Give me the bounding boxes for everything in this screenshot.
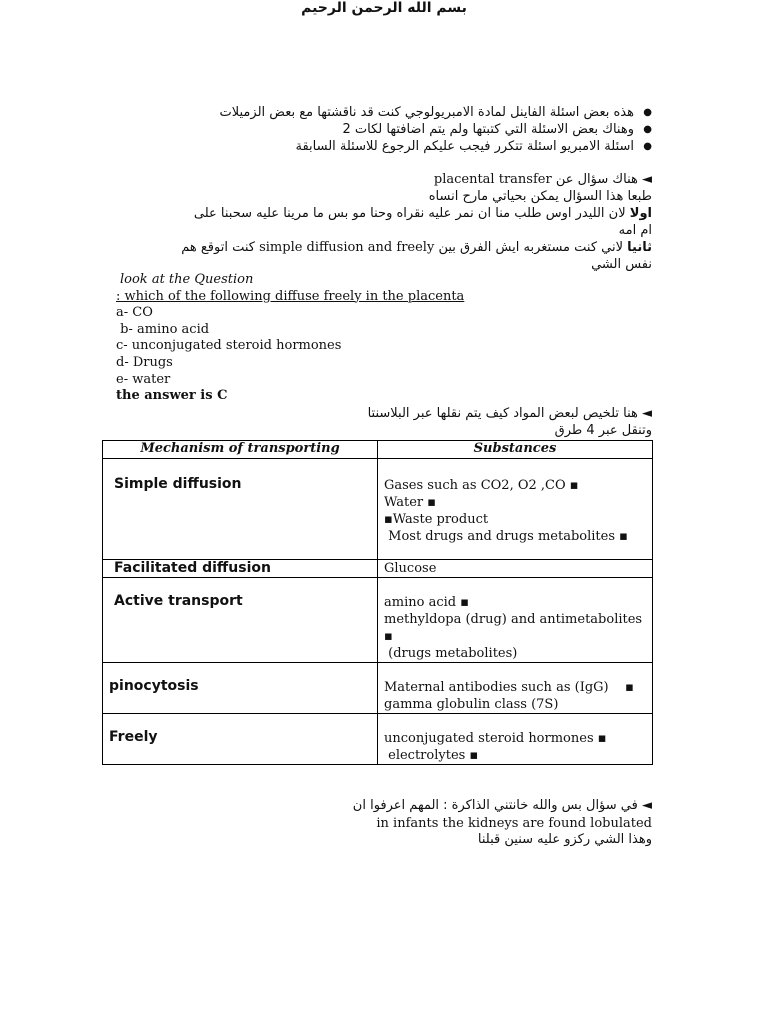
list-item: ● هذه بعض اسئلة الفاينل لمادة الامبريولوجي كنت قد ناقشتها مع بعض الزميلات: [220, 104, 652, 121]
section2-heading: ◄ هنا تلخيص لبعض المواد كيف يتم نقلها عبر البلاسنتا: [367, 406, 652, 421]
section3-line3: وهذا الشي ركزو عليه سنين قبلنا: [477, 832, 652, 847]
mechanism-cell: pinocytosis: [103, 663, 378, 714]
section3-heading: ◄ في سؤال بس والله خانتني الذاكرة : المهم اعرفوا ان: [352, 798, 652, 813]
arrow-icon: ◄: [642, 406, 652, 421]
transport-table: [102, 440, 653, 765]
list-item: ● اسئلة الامبريو اسئلة تتكرر فيجب عليكم الرجوع للاسئلة السابقة: [220, 138, 652, 155]
option-d: d- Drugs: [116, 354, 173, 370]
document-title: بسم الله الرحمن الرحيم: [301, 0, 467, 16]
question-stem: : which of the following diffuse freely in the placenta: [116, 288, 465, 304]
section2-line2: وتنقل عبر 4 طرق: [554, 423, 652, 438]
mechanism-cell: Freely: [103, 714, 378, 765]
section1-line5: ثانيا لاني كنت مستغربه ايش الفرق بين simple diffusion and freely كنت اتوقع هم: [181, 240, 652, 255]
header-substances: Substances: [378, 441, 653, 459]
intro-bullet-list: [220, 104, 652, 155]
table-header-row: [103, 441, 653, 459]
arrow-icon: ◄: [642, 798, 652, 813]
table-row: [103, 459, 653, 560]
section1-line4: ام امه: [618, 223, 652, 238]
substances-cell: amino acid ▪ methyldopa (drug) and antimetabolites ▪ (drugs metabolites): [378, 578, 653, 663]
table-row: [103, 578, 653, 663]
section1-heading: ◄ هناك سؤال عن placental transfer: [433, 172, 652, 187]
table-row: [103, 560, 653, 578]
substances-cell: Glucose: [378, 560, 653, 578]
section3-line2: in infants the kidneys are found lobulated: [376, 816, 652, 831]
question-block: [116, 272, 676, 405]
option-c: c- unconjugated steroid hormones: [116, 338, 342, 354]
substances-cell: Maternal antibodies such as (IgG) ▪ gamma globulin class (7S): [378, 663, 653, 714]
answer: the answer is C: [116, 388, 228, 404]
option-a: a- CO: [116, 305, 153, 321]
mechanism-cell: Active transport: [103, 578, 378, 663]
table-row: [103, 663, 653, 714]
mechanism-cell: Facilitated diffusion: [103, 560, 378, 578]
section1-line3: اولا لان الليدر اوس طلب منا ان نمر عليه نقراه وحنا مو بس ما مرينا عليه سحبنا على: [193, 206, 652, 221]
question-intro: look at the Question: [120, 272, 254, 287]
list-item: ● وهناك بعض الاسئلة التي كتبتها ولم يتم اضافتها لكات 2: [220, 121, 652, 138]
section1-line6: نفس الشي: [591, 257, 652, 272]
table-row: [103, 714, 653, 765]
substances-cell: unconjugated steroid hormones ▪ electrolytes ▪: [378, 714, 653, 765]
option-e: e- water: [116, 371, 171, 387]
option-b: b- amino acid: [116, 321, 210, 337]
substances-cell: Gases such as CO2, O2 ,CO ▪ Water ▪ ▪Waste product Most drugs and drugs metabolites ▪: [378, 459, 653, 560]
mechanism-cell: Simple diffusion: [103, 459, 378, 560]
arrow-icon: ◄: [642, 172, 652, 187]
header-mechanism: Mechanism of transporting: [103, 441, 378, 459]
section1-line2: طبعا هذا السؤال يمكن بحياتي مارح انساه: [428, 189, 652, 204]
